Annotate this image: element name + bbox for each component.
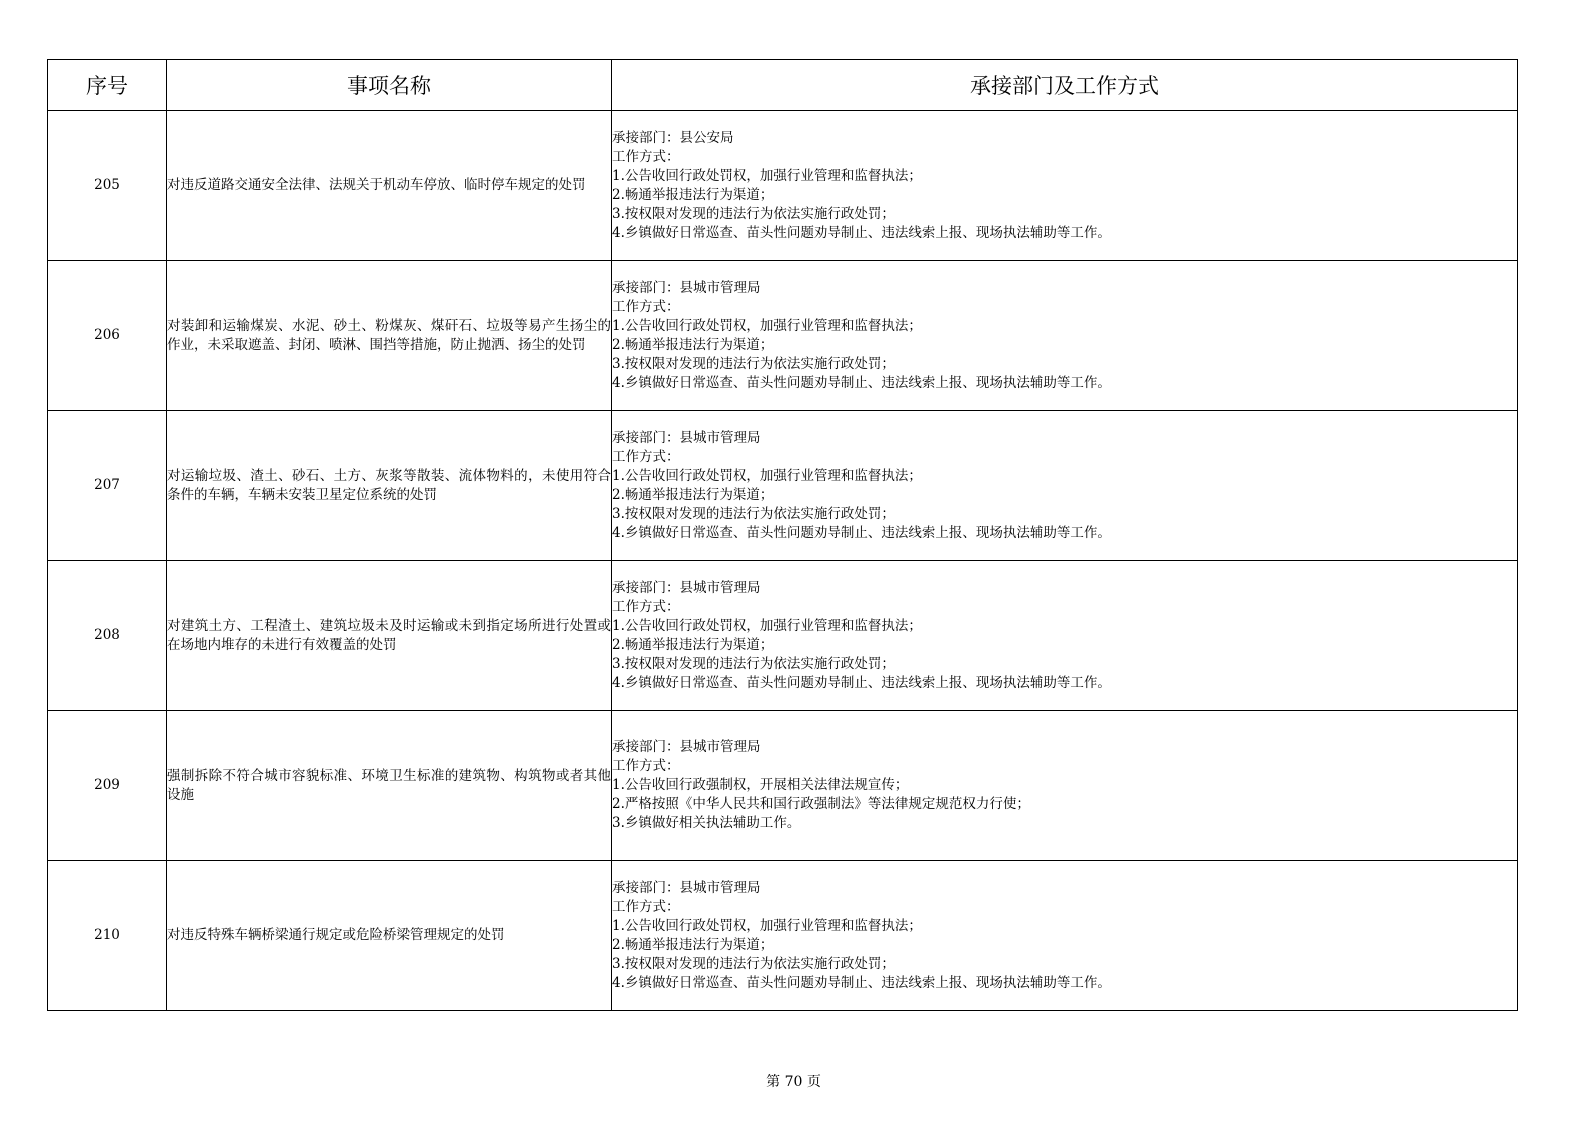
table-header-row [48, 60, 1518, 111]
row-serial-number: 210 [48, 861, 167, 1011]
work-method-item: 3.按权限对发现的违法行为依法实施行政处罚； [612, 955, 895, 972]
table-row [48, 111, 1518, 261]
table-row [48, 261, 1518, 411]
work-method-item: 2.严格按照《中华人民共和国行政强制法》等法律规定规范权力行使； [612, 796, 1030, 812]
work-method-item: 1.公告收回行政处罚权，加强行业管理和监督执法； [612, 467, 922, 484]
items-table [47, 59, 1518, 1011]
department-line: 承接部门：县城市管理局 [612, 739, 761, 755]
work-method-item: 2.畅通举报违法行为渠道； [612, 486, 774, 503]
work-method-label: 工作方式： [612, 898, 680, 915]
department-line: 承接部门：县城市管理局 [612, 279, 761, 296]
work-method-label: 工作方式： [612, 758, 680, 774]
row-item-name: 对违反道路交通安全法律、法规关于机动车停放、临时停车规定的处罚 [167, 111, 612, 261]
work-method-item: 1.公告收回行政处罚权，加强行业管理和监督执法； [612, 617, 922, 634]
work-method-item: 4.乡镇做好日常巡查、苗头性问题劝导制止、违法线索上报、现场执法辅助等工作。 [612, 224, 1111, 241]
department-line: 承接部门：县城市管理局 [612, 879, 761, 896]
row-item-name: 强制拆除不符合城市容貌标准、环境卫生标准的建筑物、构筑物或者其他设施 [167, 711, 612, 861]
row-serial-number: 206 [48, 261, 167, 411]
work-method-item: 1.公告收回行政强制权，开展相关法律法规宣传； [612, 777, 909, 793]
row-serial-number: 208 [48, 561, 167, 711]
work-method-item: 1.公告收回行政处罚权，加强行业管理和监督执法； [612, 317, 922, 334]
work-method-label: 工作方式： [612, 298, 680, 315]
work-method-item: 2.畅通举报违法行为渠道； [612, 936, 774, 953]
table-body [48, 111, 1518, 1011]
row-item-name: 对建筑土方、工程渣土、建筑垃圾未及时运输或未到指定场所进行处置或在场地内堆存的未进行有效覆盖的处罚 [167, 561, 612, 711]
department-line: 承接部门：县城市管理局 [612, 429, 761, 446]
row-item-name: 对运输垃圾、渣土、砂石、土方、灰浆等散装、流体物料的，未使用符合条件的车辆，车辆未安装卫星定位系统的处罚 [167, 411, 612, 561]
work-method-item: 2.畅通举报违法行为渠道； [612, 186, 774, 203]
header-serial-number: 序号 [48, 60, 167, 111]
department-line: 承接部门：县城市管理局 [612, 579, 761, 596]
table-row [48, 561, 1518, 711]
work-method-item: 4.乡镇做好日常巡查、苗头性问题劝导制止、违法线索上报、现场执法辅助等工作。 [612, 374, 1111, 391]
row-department-method [612, 111, 1518, 261]
work-method-item: 4.乡镇做好日常巡查、苗头性问题劝导制止、违法线索上报、现场执法辅助等工作。 [612, 524, 1111, 541]
work-method-item: 4.乡镇做好日常巡查、苗头性问题劝导制止、违法线索上报、现场执法辅助等工作。 [612, 674, 1111, 691]
work-method-item: 1.公告收回行政处罚权，加强行业管理和监督执法； [612, 167, 922, 184]
work-method-label: 工作方式： [612, 148, 680, 165]
work-method-item: 3.按权限对发现的违法行为依法实施行政处罚； [612, 505, 895, 522]
row-department-method [612, 411, 1518, 561]
department-line: 承接部门：县公安局 [612, 129, 734, 146]
work-method-label: 工作方式： [612, 598, 680, 615]
work-method-item: 3.按权限对发现的违法行为依法实施行政处罚； [612, 205, 895, 222]
header-department-method: 承接部门及工作方式 [612, 60, 1518, 111]
work-method-item: 3.按权限对发现的违法行为依法实施行政处罚； [612, 355, 895, 372]
header-item-name: 事项名称 [167, 60, 612, 111]
row-department-method [612, 561, 1518, 711]
row-serial-number: 207 [48, 411, 167, 561]
row-department-method [612, 261, 1518, 411]
work-method-label: 工作方式： [612, 448, 680, 465]
page-number: 第 70 页 [766, 1074, 821, 1090]
table-row [48, 861, 1518, 1011]
work-method-item: 2.畅通举报违法行为渠道； [612, 636, 774, 653]
work-method-item: 3.乡镇做好相关执法辅助工作。 [612, 815, 801, 831]
work-method-item: 3.按权限对发现的违法行为依法实施行政处罚； [612, 655, 895, 672]
work-method-item: 1.公告收回行政处罚权，加强行业管理和监督执法； [612, 917, 922, 934]
row-item-name: 对违反特殊车辆桥梁通行规定或危险桥梁管理规定的处罚 [167, 861, 612, 1011]
work-method-item: 4.乡镇做好日常巡查、苗头性问题劝导制止、违法线索上报、现场执法辅助等工作。 [612, 974, 1111, 991]
work-method-item: 2.畅通举报违法行为渠道； [612, 336, 774, 353]
row-department-method [612, 861, 1518, 1011]
row-serial-number: 205 [48, 111, 167, 261]
row-item-name: 对装卸和运输煤炭、水泥、砂土、粉煤灰、煤矸石、垃圾等易产生扬尘的作业，未采取遮盖、封闭、喷淋、围挡等措施，防止抛洒、扬尘的处罚 [167, 261, 612, 411]
table-row [48, 711, 1518, 861]
table-row [48, 411, 1518, 561]
row-serial-number: 209 [48, 711, 167, 861]
row-department-method [612, 711, 1518, 861]
